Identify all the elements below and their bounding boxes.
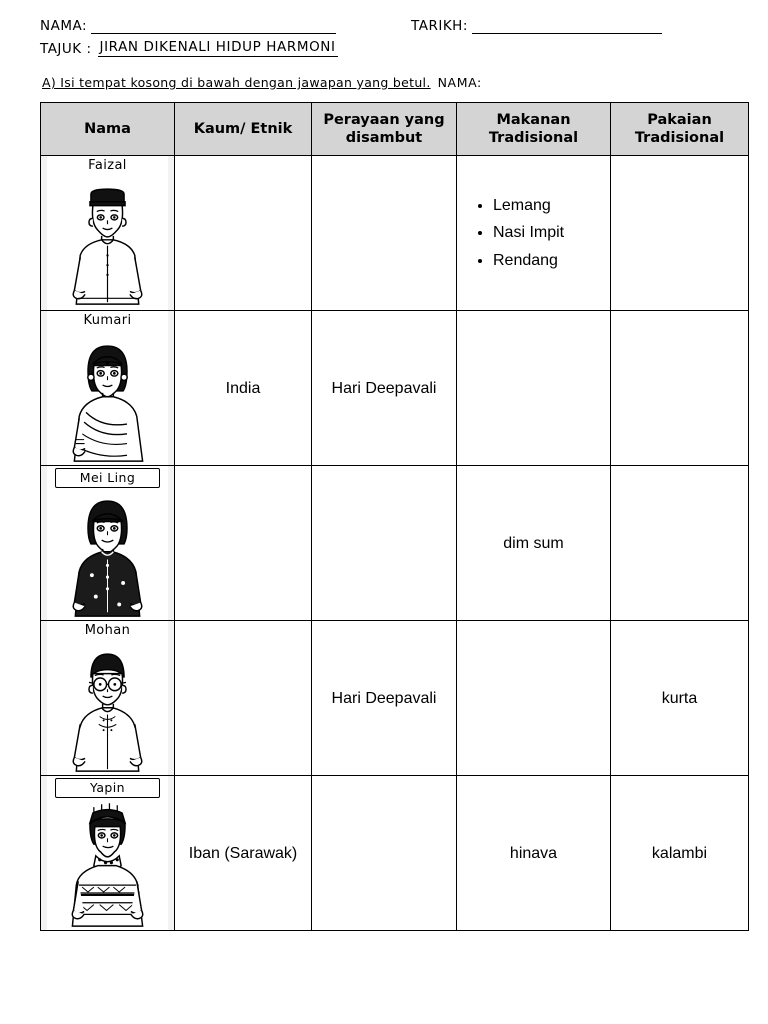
cell-pakaian-kumari[interactable]	[611, 311, 749, 466]
cell-perayaan-meiling[interactable]	[312, 466, 457, 621]
table-row	[41, 621, 749, 776]
tarikh-blank-line[interactable]	[472, 20, 662, 34]
cell-pakaian-faizal[interactable]	[611, 156, 749, 311]
makanan-list-faizal	[473, 192, 604, 275]
col-header-kaum: Kaum/ Etnik	[175, 103, 312, 156]
character-cell-mohan	[41, 621, 175, 776]
cell-pakaian-yapin[interactable]: kalambi	[611, 776, 749, 931]
cell-makanan-meiling[interactable]: dim sum	[457, 466, 611, 621]
scan-gutter-right	[168, 311, 174, 465]
cell-kaum-yapin[interactable]: Iban (Sarawak)	[175, 776, 312, 931]
cell-makanan-mohan[interactable]	[457, 621, 611, 776]
list-item: • Lemang	[493, 192, 604, 220]
character-name-mohan: Mohan	[84, 623, 131, 639]
table-row	[41, 156, 749, 311]
character-cell-faizal	[41, 156, 175, 311]
scan-gutter-left	[41, 156, 47, 310]
character-name-meiling: Mei Ling	[55, 468, 160, 488]
cell-perayaan-faizal[interactable]	[312, 156, 457, 311]
cell-makanan-kumari[interactable]	[457, 311, 611, 466]
tarikh-label: TARIKH:	[411, 18, 468, 34]
character-name-kumari: Kumari	[83, 313, 132, 329]
header-name-date-row	[40, 18, 748, 34]
instruction-text: A) Isi tempat kosong di bawah dengan jawapan yang betul.	[42, 75, 431, 90]
nama-label: NAMA:	[40, 18, 88, 34]
col-header-makanan: Makanan Tradisional	[457, 103, 611, 156]
table-row	[41, 776, 749, 931]
cell-pakaian-meiling[interactable]	[611, 466, 749, 621]
cell-perayaan-mohan[interactable]: Hari Deepavali	[312, 621, 457, 776]
cell-makanan-faizal[interactable]	[457, 156, 611, 311]
cell-kaum-mohan[interactable]	[175, 621, 312, 776]
malay-boy-illustration	[49, 174, 166, 310]
instruction-trailing-label: NAMA:	[437, 75, 482, 90]
table-row	[41, 466, 749, 621]
cell-kaum-kumari[interactable]: India	[175, 311, 312, 466]
list-item: • Rendang	[493, 247, 604, 275]
tajuk-label: TAJUK :	[40, 41, 92, 57]
scan-gutter-right	[168, 466, 174, 620]
instruction-line	[42, 75, 748, 90]
cell-pakaian-mohan[interactable]: kurta	[611, 621, 749, 776]
answer-table	[40, 102, 749, 931]
table-row	[41, 311, 749, 466]
character-cell-meiling	[41, 466, 175, 621]
scan-gutter-right	[168, 621, 174, 775]
cell-kaum-meiling[interactable]	[175, 466, 312, 621]
cell-kaum-faizal[interactable]	[175, 156, 312, 311]
scan-gutter-right	[168, 156, 174, 310]
character-cell-kumari	[41, 311, 175, 466]
list-item: • Nasi Impit	[493, 219, 604, 247]
col-header-pakaian: Pakaian Tradisional	[611, 103, 749, 156]
tajuk-value: JIRAN DIKENALI HIDUP HARMONI	[99, 39, 336, 55]
chinese-girl-illustration	[49, 484, 166, 620]
header-topic-row	[40, 39, 748, 57]
cell-perayaan-kumari[interactable]: Hari Deepavali	[312, 311, 457, 466]
scan-gutter-left	[41, 776, 47, 930]
scan-gutter-left	[41, 466, 47, 620]
nama-blank-line[interactable]	[91, 20, 336, 34]
col-header-perayaan: Perayaan yang disambut	[312, 103, 457, 156]
scan-gutter-right	[168, 776, 174, 930]
character-name-yapin: Yapin	[55, 778, 160, 798]
cell-makanan-yapin[interactable]: hinava	[457, 776, 611, 931]
col-header-nama: Nama	[41, 103, 175, 156]
character-cell-yapin	[41, 776, 175, 931]
iban-girl-illustration	[49, 794, 166, 930]
indian-boy-illustration	[49, 639, 166, 775]
indian-girl-illustration	[49, 329, 166, 465]
scan-gutter-left	[41, 311, 47, 465]
character-name-faizal: Faizal	[88, 158, 127, 174]
scan-gutter-left	[41, 621, 47, 775]
cell-perayaan-yapin[interactable]	[312, 776, 457, 931]
table-header-row	[41, 103, 749, 156]
